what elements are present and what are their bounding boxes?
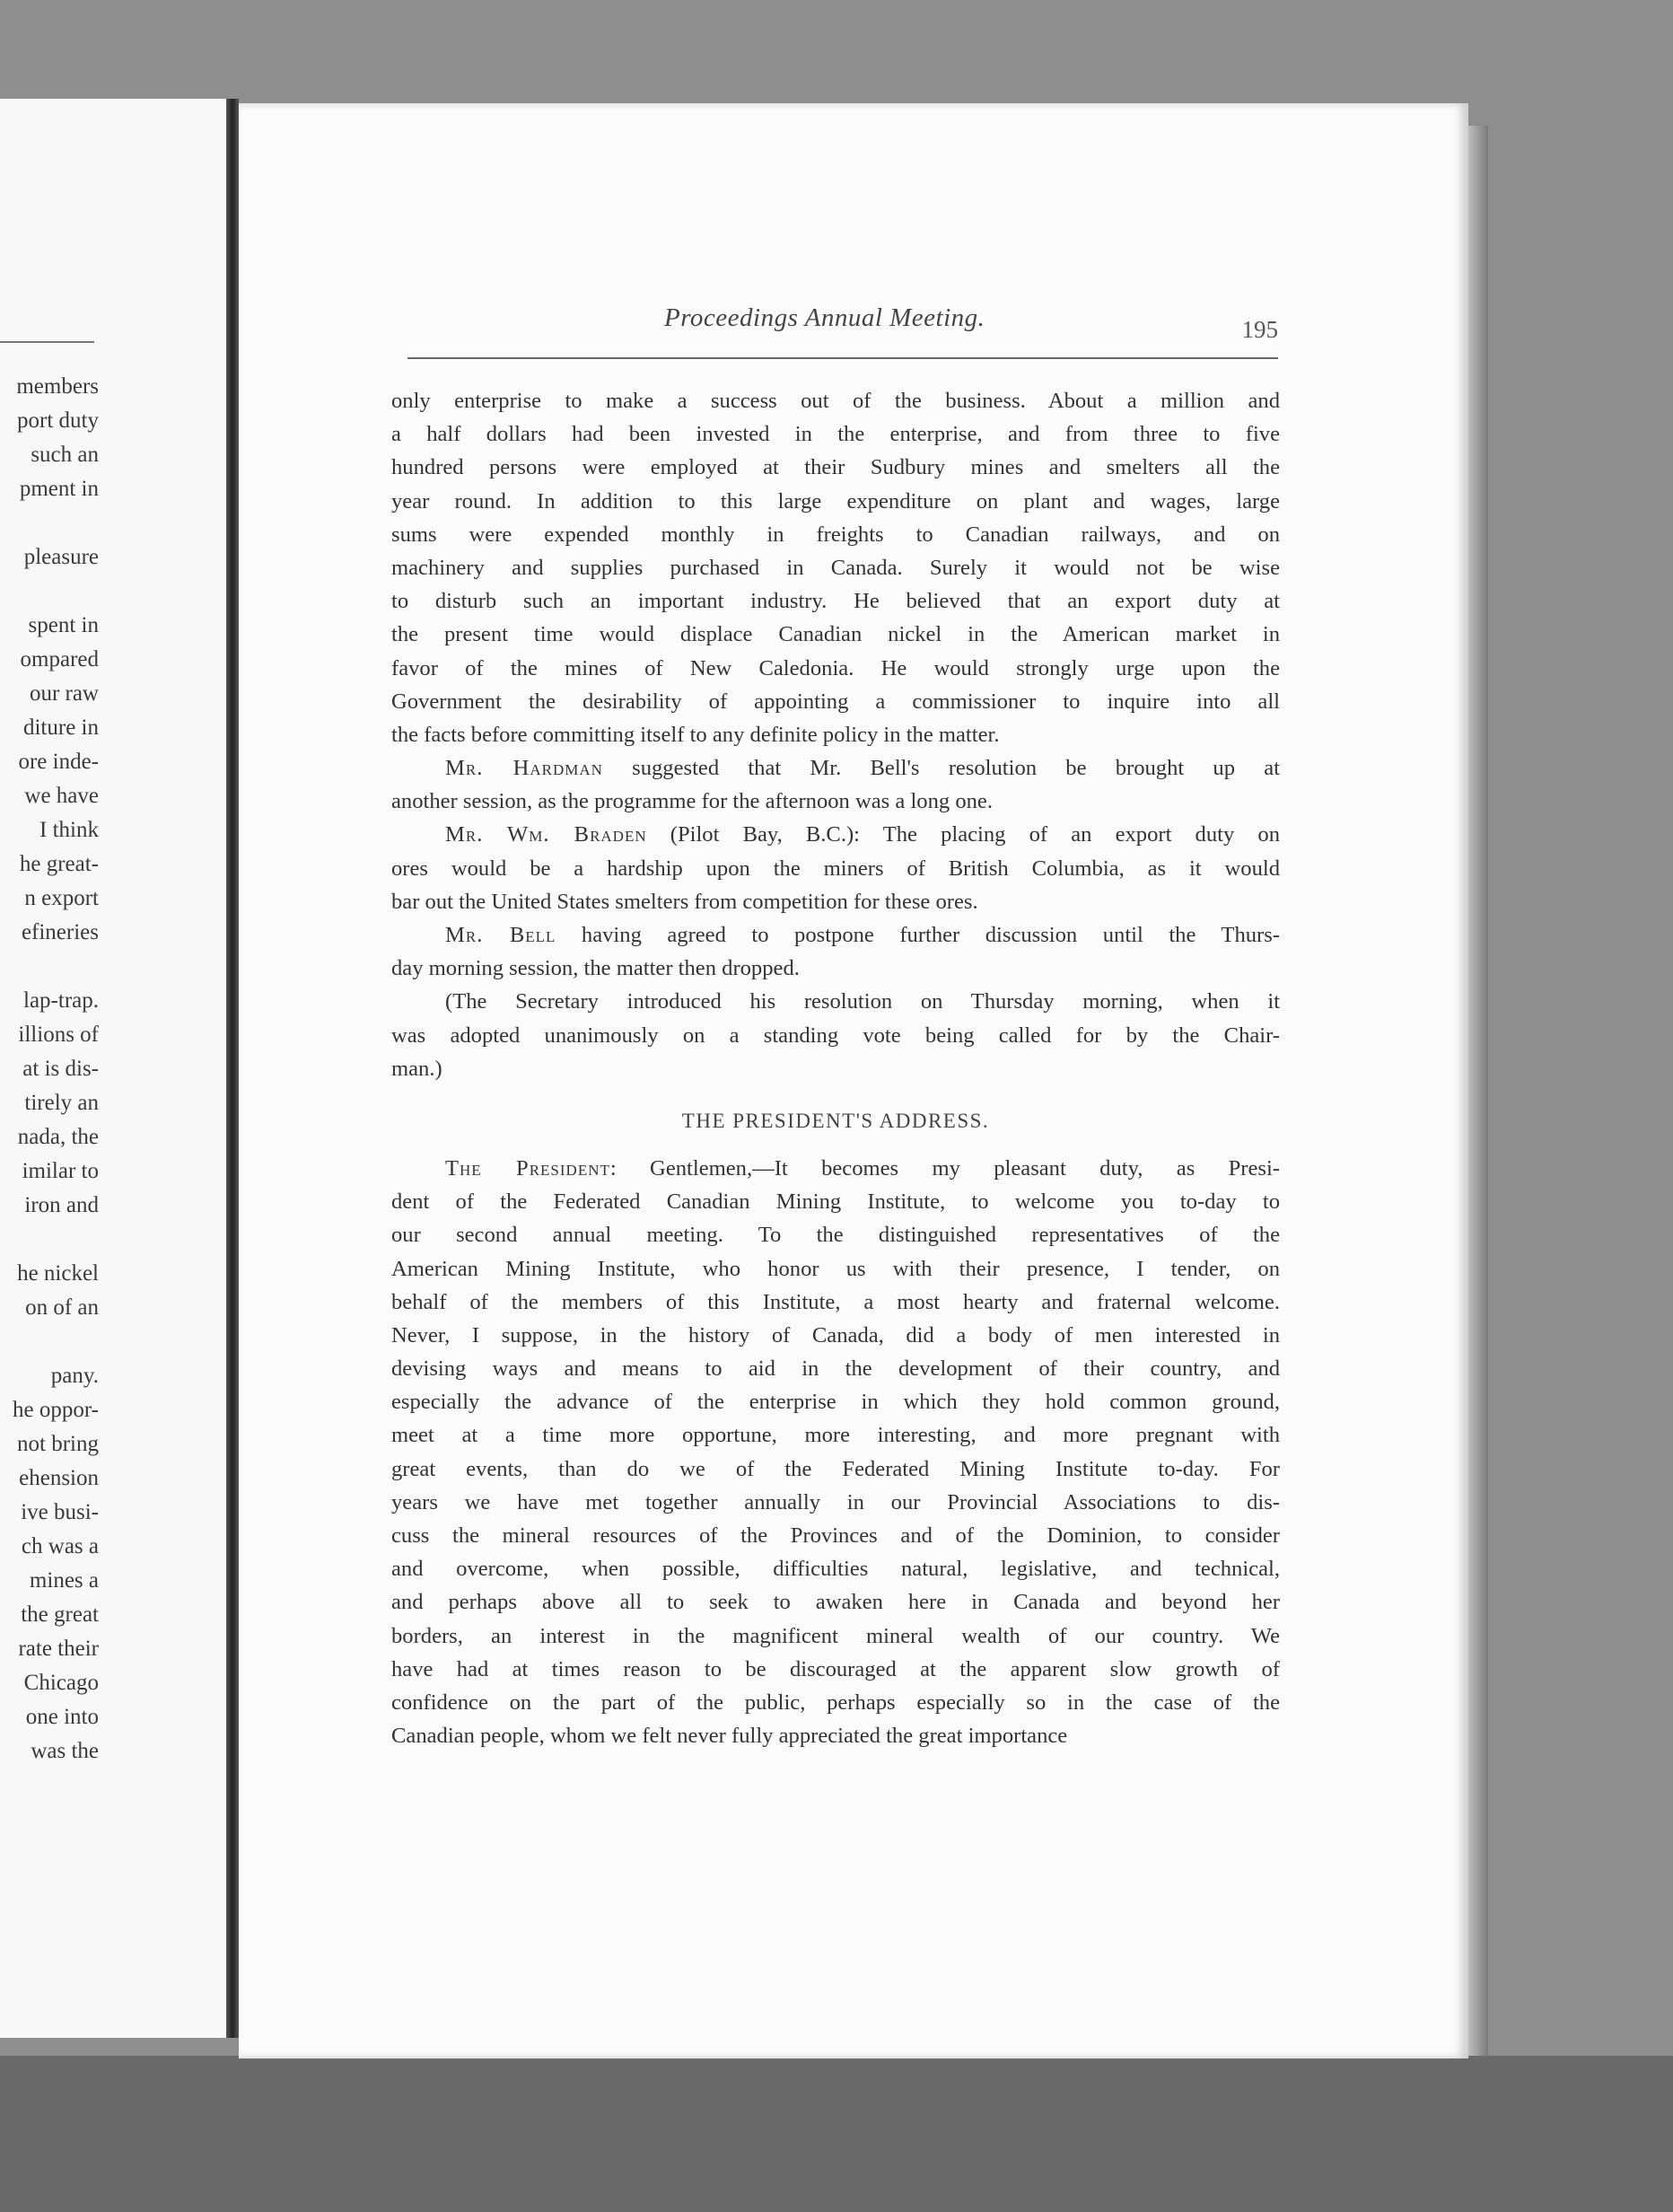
text-line: ores would be a hardship upon the miners of British Columbia, as it would: [391, 856, 1280, 881]
left-page-line: [0, 950, 99, 984]
text-line: American Mining Institute, who honor us with their presence, I tender, on: [391, 1256, 1280, 1281]
left-page-line: spent in: [28, 613, 99, 637]
page-body: [391, 384, 1280, 1752]
left-page-line: Chicago: [23, 1671, 99, 1695]
text-line: our second annual meeting. To the distinguished representatives of the: [391, 1223, 1280, 1248]
left-page-line: efineries: [21, 920, 99, 944]
text-line: a half dollars had been invested in the enterprise, and from three to five: [391, 422, 1280, 447]
text-line: Government the desirability of appointing a commissioner to inquire into all: [391, 689, 1280, 714]
left-page-line: pleasure: [23, 545, 99, 569]
left-page-line: ehension: [19, 1466, 99, 1490]
left-page-line: pment in: [19, 477, 99, 501]
text-line: day morning session, the matter then dropped.: [391, 956, 800, 981]
text-line: favor of the mines of New Caledonia. He would strongly urge upon the: [391, 655, 1280, 680]
text-line: confidence on the part of the public, perhaps especially so in the case of the: [391, 1690, 1280, 1715]
text-line: (The Secretary introduced his resolution on Thursday morning, when it: [445, 989, 1280, 1014]
text-line: [391, 1152, 1280, 1185]
line-text: (Pilot Bay, B.C.): The placing of an export duty on: [646, 822, 1280, 847]
text-line: the present time would displace Canadian nickel in the American market in: [391, 622, 1280, 647]
book-gutter: [226, 99, 239, 2038]
left-page-line: nada, the: [17, 1125, 99, 1149]
left-page-line: members: [16, 374, 99, 399]
left-page-line: the great: [21, 1602, 99, 1627]
page-edge: [1468, 126, 1488, 2056]
paragraph-continuation: [391, 384, 1280, 751]
left-page-line: mines a: [29, 1568, 99, 1593]
paragraph-lines: [391, 1185, 1280, 1752]
speaker-name: Mr. Bell: [445, 923, 556, 947]
left-page-line: port duty: [17, 408, 99, 433]
left-page-line: at is dis-: [22, 1057, 99, 1081]
text-line: Never, I suppose, in the history of Canada, did a body of men interested in: [391, 1322, 1280, 1347]
text-line: only enterprise to make a success out of the business. About a million and: [391, 389, 1280, 413]
text-line: especially the advance of the enterprise in which they hold common ground,: [391, 1390, 1280, 1415]
left-page-line: illions of: [18, 1023, 99, 1047]
speaker-name: Mr. Hardman: [445, 756, 603, 781]
left-page-line: he oppor-: [13, 1398, 99, 1422]
text-line: dent of the Federated Canadian Mining Institute, to welcome you to-day to: [391, 1189, 1280, 1215]
text-line: [391, 818, 1280, 851]
text-line: great events, than do we of the Federated Mining Institute to-day. For: [391, 1456, 1280, 1481]
left-page-line: [0, 1325, 99, 1359]
left-page-line: ompared: [20, 647, 99, 672]
text-line: hundred persons were employed at their Sudbury mines and smelters all the: [391, 455, 1280, 480]
paragraph-secretary: [391, 985, 1280, 1085]
section-heading: THE PRESIDENT'S ADDRESS.: [681, 1109, 990, 1132]
left-page-line: was the: [31, 1739, 99, 1763]
text-line: was adopted unanimously on a standing vote being called for by the Chair-: [391, 1023, 1280, 1048]
paragraph-braden: [391, 818, 1280, 918]
left-page-line: our raw: [29, 681, 99, 706]
left-page-rule: [0, 341, 94, 343]
text-line: bar out the United States smelters from competition for these ores.: [391, 889, 978, 914]
left-page-line: iron and: [24, 1193, 99, 1217]
left-page-line: [0, 506, 99, 540]
text-line: have had at times reason to be discouraged at the apparent slow growth of: [391, 1656, 1280, 1681]
text-line: years we have met together annually in our Provincial Associations to dis-: [391, 1489, 1280, 1514]
left-page-line: n export: [24, 886, 99, 910]
paragraph-hardman: [391, 751, 1280, 818]
text-line: [391, 918, 1280, 952]
left-page-line: tirely an: [24, 1091, 99, 1115]
text-line: and perhaps above all to seek to awaken here in Canada and beyond her: [391, 1590, 1280, 1615]
left-page-line: not bring: [17, 1432, 99, 1456]
left-page-line: he nickel: [17, 1261, 99, 1286]
text-line: man.): [391, 1056, 442, 1081]
scanner-backdrop: [0, 2056, 1673, 2212]
speaker-name: Mr. Wm. Braden: [445, 822, 647, 847]
text-line: the facts before committing itself to any definite policy in the matter.: [391, 722, 1000, 747]
text-line: year round. In addition to this large expenditure on plant and wages, large: [391, 488, 1280, 514]
left-page-line: rate their: [18, 1637, 99, 1661]
line-text: : Gentlemen,—It becomes my pleasant duty, as Presi-: [609, 1155, 1280, 1181]
left-page-line: [0, 1223, 99, 1257]
text-line: devising ways and means to aid in the development of their country, and: [391, 1356, 1280, 1382]
left-page-line: ore inde-: [18, 750, 99, 774]
paragraph-president: [391, 1152, 1280, 1752]
left-page-line: one into: [25, 1705, 99, 1729]
text-line: and overcome, when possible, difficulties natural, legislative, and technical,: [391, 1557, 1280, 1582]
left-page-line: such an: [31, 443, 99, 467]
page-number: 195: [1241, 316, 1278, 343]
text-line: behalf of the members of this Institute, a most hearty and fraternal welcome.: [391, 1289, 1280, 1314]
paragraph-lines: [391, 852, 1280, 918]
speaker-name: The President: [445, 1155, 610, 1181]
text-line: meet at a time more opportune, more interesting, and more pregnant with: [391, 1423, 1280, 1448]
text-line: to disturb such an important industry. He believed that an export duty at: [391, 589, 1280, 614]
text-line: cuss the mineral resources of the Provinces and of the Dominion, to consider: [391, 1523, 1280, 1548]
text-line: another session, as the programme for the afternoon was a long one.: [391, 789, 993, 814]
left-page-line: ch was a: [21, 1534, 99, 1558]
left-page-line: pany.: [50, 1364, 99, 1388]
left-page-line: ive busi-: [21, 1500, 99, 1524]
left-page-line: lap-trap.: [23, 988, 99, 1013]
left-page-line: imilar to: [22, 1159, 99, 1183]
text-line: borders, an interest in the magnificent mineral wealth of our country. We: [391, 1623, 1280, 1648]
left-page-line: diture in: [22, 715, 99, 740]
line-text: having agreed to postpone further discussion until the Thurs-: [556, 923, 1280, 947]
paragraph-bell: [391, 918, 1280, 985]
text-line: [391, 751, 1280, 785]
left-page-text: [0, 370, 99, 1769]
text-line: Canadian people, whom we felt never fully appreciated the great importance: [391, 1724, 1068, 1749]
facing-page-left: [0, 99, 232, 2038]
running-title: Proceedings Annual Meeting.: [664, 303, 985, 332]
line-text: suggested that Mr. Bell's resolution be brought up at: [602, 756, 1280, 781]
left-page-line: [0, 575, 99, 609]
text-line: machinery and supplies purchased in Canada. Surely it would not be wise: [391, 555, 1280, 580]
text-line: sums were expended monthly in freights to Canadian railways, and on: [391, 522, 1280, 547]
left-page-line: we have: [24, 784, 99, 808]
left-page-line: he great-: [19, 852, 99, 876]
left-page-line: on of an: [25, 1295, 99, 1320]
left-page-line: I think: [39, 818, 99, 842]
running-header: [407, 303, 1278, 359]
